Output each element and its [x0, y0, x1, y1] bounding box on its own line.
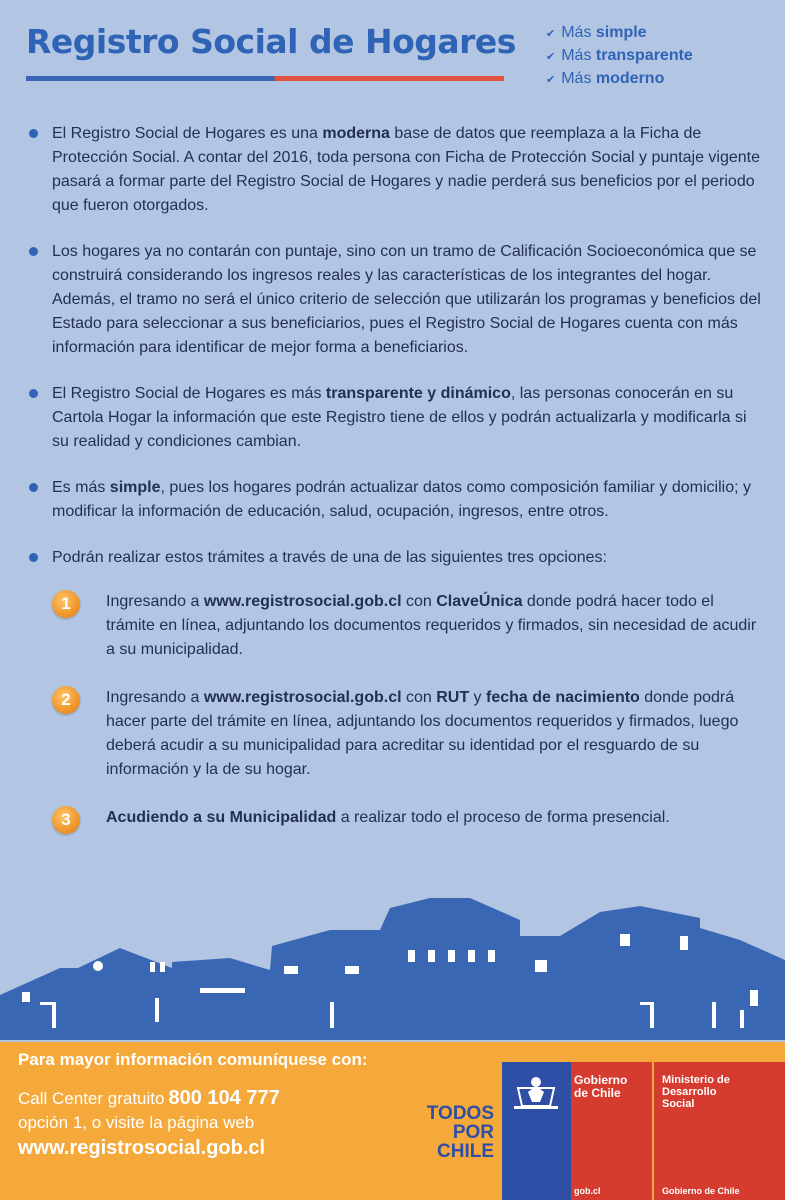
option-item: 1 Ingresando a www.registrosocial.gob.cl con ClaveÚnica donde podrá hacer todo el trámite en línea, adjuntando los documentos requeridos y firmados, sin necesidad de acudir a su municipalidad.: [52, 590, 766, 662]
number-badge: 1: [52, 590, 80, 618]
number-badge: 3: [52, 806, 80, 834]
website-link[interactable]: www.registrosocial.gob.cl: [203, 593, 402, 610]
website-link[interactable]: www.registrosocial.gob.cl: [203, 689, 402, 706]
footer-contact: [0, 1042, 785, 1200]
houses-illustration: [0, 890, 785, 1050]
crest-icon: [512, 1072, 560, 1112]
options-list: [26, 590, 766, 830]
web-instructions: opción 1, o visite la página web: [18, 1113, 255, 1132]
option-item: 3 Acudiendo a su Municipalidad a realizar todo el proceso de forma presencial.: [52, 806, 766, 830]
option-item: 2 Ingresando a www.registrosocial.gob.cl con RUT y fecha de nacimiento donde podrá hacer parte del trámite en línea, adjuntando los documentos requeridos y firmados, luego deberá acudir a su municipalidad para acreditar su identidad por el resguardo de su información y la de su hogar.: [52, 686, 766, 782]
bullet-paragraph: Los hogares ya no contarán con puntaje, sino con un tramo de Calificación Socioeconómica que se construirá considerando los ingresos reales y las características de los integrantes del hogar. Además, el tramo no será el único criterio de selección que utilizarán los programas y beneficios del Estado para seleccionar a sus beneficiarios, pues el Registro Social de Hogares cuenta con más información para identificar de mejor forma a beneficiarios.: [26, 240, 766, 360]
tagline-item: ✔ Más moderno: [546, 70, 665, 87]
call-center-label: Call Center gratuito: [18, 1089, 165, 1108]
number-badge: 2: [52, 686, 80, 714]
page-title: Registro Social de Hogares: [26, 22, 516, 61]
gobierno-logo: Gobierno de Chile gob.cl: [502, 1062, 652, 1200]
bullet-paragraph: El Registro Social de Hogares es una moderna base de datos que reemplaza a la Ficha de Protección Social. A contar del 2016, toda persona con Ficha de Protección Social y puntaje vigente pasará a formar parte del Registro Social de Hogares y nadie perderá sus beneficios por el periodo que fueron otorgados.: [26, 122, 766, 218]
contact-info: [18, 1086, 280, 1161]
ministerio-logo: Ministerio de Desarrollo Social Gobierno de Chile: [654, 1062, 785, 1200]
tagline-item: ✔ Más transparente: [546, 47, 693, 64]
content: [26, 122, 766, 854]
tagline-item: ✔ Más simple: [546, 24, 647, 41]
check-icon: ✔: [546, 28, 556, 40]
phone-number[interactable]: 800 104 777: [168, 1087, 280, 1109]
check-icon: ✔: [546, 74, 556, 86]
bullet-paragraph: Podrán realizar estos trámites a través de una de las siguientes tres opciones:: [26, 546, 766, 570]
bullet-paragraph: Es más simple, pues los hogares podrán actualizar datos como composición familiar y domicilio; y modificar la información de educación, salud, ocupación, ingresos, entre otros.: [26, 476, 766, 524]
website-link[interactable]: www.registrosocial.gob.cl: [18, 1137, 266, 1159]
bullet-paragraph: El Registro Social de Hogares es más transparente y dinámico, las personas conocerán en su Cartola Hogar la información que este Registro tiene de ellos y podrán actualizarla y modificarla si su realidad y condiciones cambian.: [26, 382, 766, 454]
check-icon: ✔: [546, 51, 556, 63]
footer-heading: Para mayor información comuníquese con:: [18, 1050, 368, 1069]
title-underline: [26, 76, 504, 81]
slogan: TODOS POR CHILE: [426, 1103, 494, 1162]
tagline-list: [546, 22, 693, 91]
